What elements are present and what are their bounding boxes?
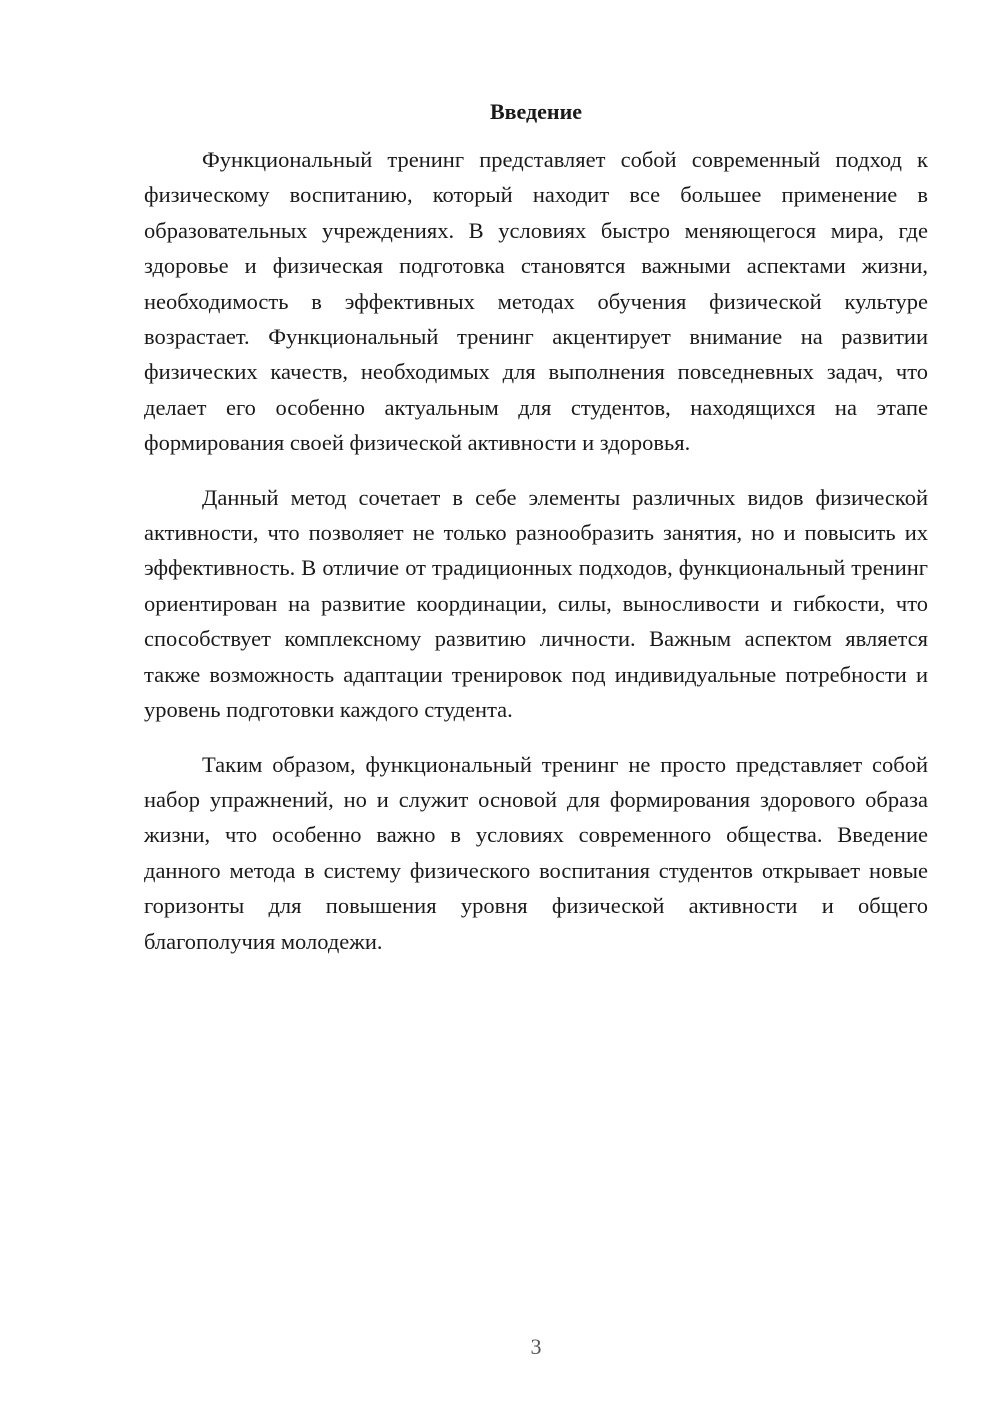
section-heading: Введение [489,99,583,124]
page-number: 3 [530,1334,542,1359]
body-text [144,142,928,959]
paragraph-1: Функциональный тренинг представляет собой современный подход к физическому воспитанию, который находит все большее применение в образовательных учреждениях. В условиях быстро меняющегося мира, где здоровье и физическая подготовка становятся важными аспектами жизни, необходимость в эффективных методах обучения физической культуре возрастает. Функциональный тренинг акцентирует внимание на развитии физических качеств, необходимых для выполнения повседневных задач, что делает его особенно актуальным для студентов, находящихся на этапе формирования своей физической активности и здоровья. [144,147,928,456]
paragraph-2: Данный метод сочетает в себе элементы различных видов физической активности, что позволяет не только разнообразить занятия, но и повысить их эффективность. В отличие от традиционных подходов, функциональный тренинг ориентирован на развитие координации, силы, выносливости и гибкости, что способствует комплексному развитию личности. Важным аспектом является также возможность адаптации тренировок под индивидуальные потребности и уровень подготовки каждого студента. [144,484,928,723]
paragraph-3: Таким образом, функциональный тренинг не просто представляет собой набор упражнений, но и служит основой для формирования здорового образа жизни, что особенно важно в условиях современного общества. Введение данного метода в систему физического воспитания студентов открывает новые горизонты для повышения уровня физической активности и общего благополучия молодежи. [144,751,928,954]
